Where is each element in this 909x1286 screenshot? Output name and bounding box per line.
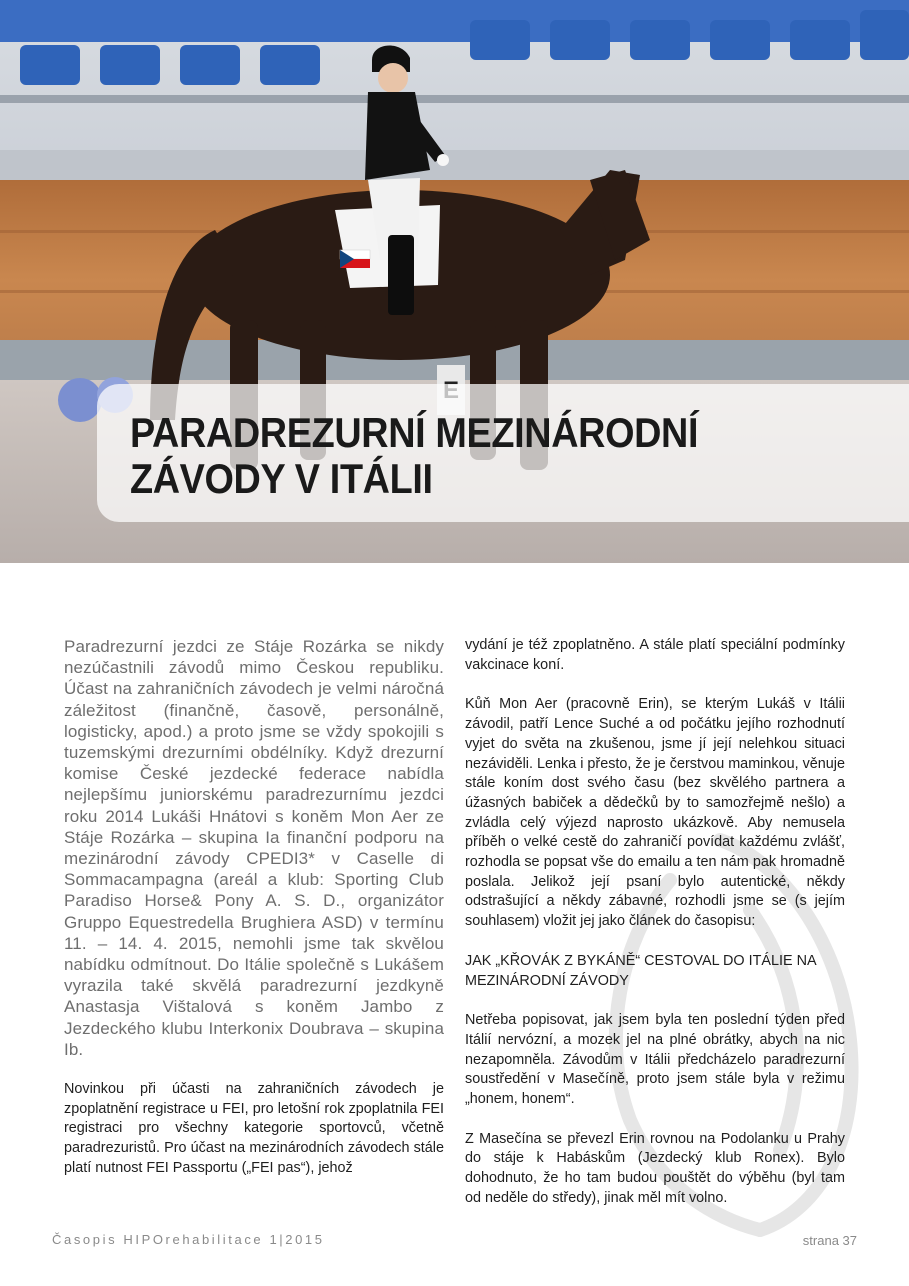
body-paragraph: Netřeba popisovat, jak jsem byla ten poslední týden před Itálií nervózní, a mozek jel na plné obrátky, abych na nic nezapomněla. Závodům v Itálii předcházelo paradrezurní soustředění v Masečíně, proto jsem stále byla v režimu „honem, honem“.	[465, 1012, 845, 1108]
czech-flag-icon	[340, 250, 370, 268]
article-column-left	[64, 636, 444, 1179]
title-line-1: PARADREZURNÍ MEZINÁRODNÍ	[130, 409, 699, 456]
title-line-2: ZÁVODY V ITÁLII	[130, 455, 433, 502]
body-paragraph: Z Masečína se převezl Erin rovnou na Podolanku u Prahy do stáje k Habáskům (Jezdecký klub Ronex). Bylo dohodnuto, že ho tam budou pouštět do výběhu (byl tam od neděle do středy), jinak měl mít volno.	[465, 1130, 845, 1206]
page-number: strana 37	[802, 1233, 857, 1248]
body-paragraph: Kůň Mon Aer (pracovně Erin), se kterým Lukáš v Itálii závodil, patří Lence Suché a od počátku jejího rozhodnutí vyjet do světa na zkušenou, jsme jí její nelehkou situaci nezáviděli. Lenka i přesto, že je čerstvou maminkou, věnuje stále koním dost svého času (bez skvělého partnera a úžasných babiček a dědečků by to samozřejmě nešlo) a zvládla celý výjezd naprosto ukázkově. Aby nemusela příběh o velké cestě do zahraničí povídat každému zvlášť, rozhodla se popsat vše do emailu a ten nám pak hromadně poslala. Jelikož její psaní bylo autentické, někdy odstrašující a někdy zábavné, rozhodli jsme se (s jejím souhlasem) vložit jej jako článek do časopisu:	[465, 696, 845, 930]
body-paragraph: vydání je též zpoplatněno. A stále platí speciální podmínky vakcinace koní.	[465, 637, 845, 673]
article-column-right	[465, 636, 845, 1209]
magazine-footer: Časopis HIPOrehabilitace 1|2015	[52, 1232, 325, 1247]
section-heading: JAK „KŘOVÁK Z BYKÁNĚ“ CESTOVAL DO ITÁLIE NA MEZINÁRODNÍ ZÁVODY	[465, 952, 816, 989]
body-paragraph: Novinkou při účasti na zahraničních závodech je zpoplatnění registrace u FEI, pro letošní rok zpoplatnila FEI registraci pro všechny kategorie sportovců, včetně paradrezuristů. Pro účast na mezinárodních závodech stále platí nutnost FEI Passportu („FEI pas“), jehož	[64, 1081, 444, 1176]
page-title	[130, 410, 698, 502]
lead-paragraph: Paradrezurní jezdci ze Stáje Rozárka se nikdy nezúčastnili závodů mimo Českou republiku. Účast na zahraničních závodech je velmi náročná záležitost (finančně, časově, personálně, logisticky, apod.) a proto jsme se vždy spokojili s tuzemskými drezurními obdélníky. Když drezurní komise České jezdecké federace nabídla nejlepšímu juniorskému paradrezurnímu jezdci roku 2014 Lukáši Hnátovi s koněm Mon Aer ze Stáje Rozárka – skupina Ia finanční podporu na mezinárodní závody CPEDI3* v Caselle di Sommacampagna (areál a klub: Sporting Club Paradiso Horse& Pony A. S. D., organizátor Gruppo Equestredella Brughiera ASD) v termínu 11. – 14. 4. 2015, nemohli jsme tak skvělou nabídku odmítnout. Do Itálie společně s Lukášem vyrazila také skvělá paradrezurní jezdkyně Anastasja Vištalová s koněm Jambo z Jezdeckého klubu Interkonix Doubrava – skupina Ib.	[64, 637, 444, 1059]
